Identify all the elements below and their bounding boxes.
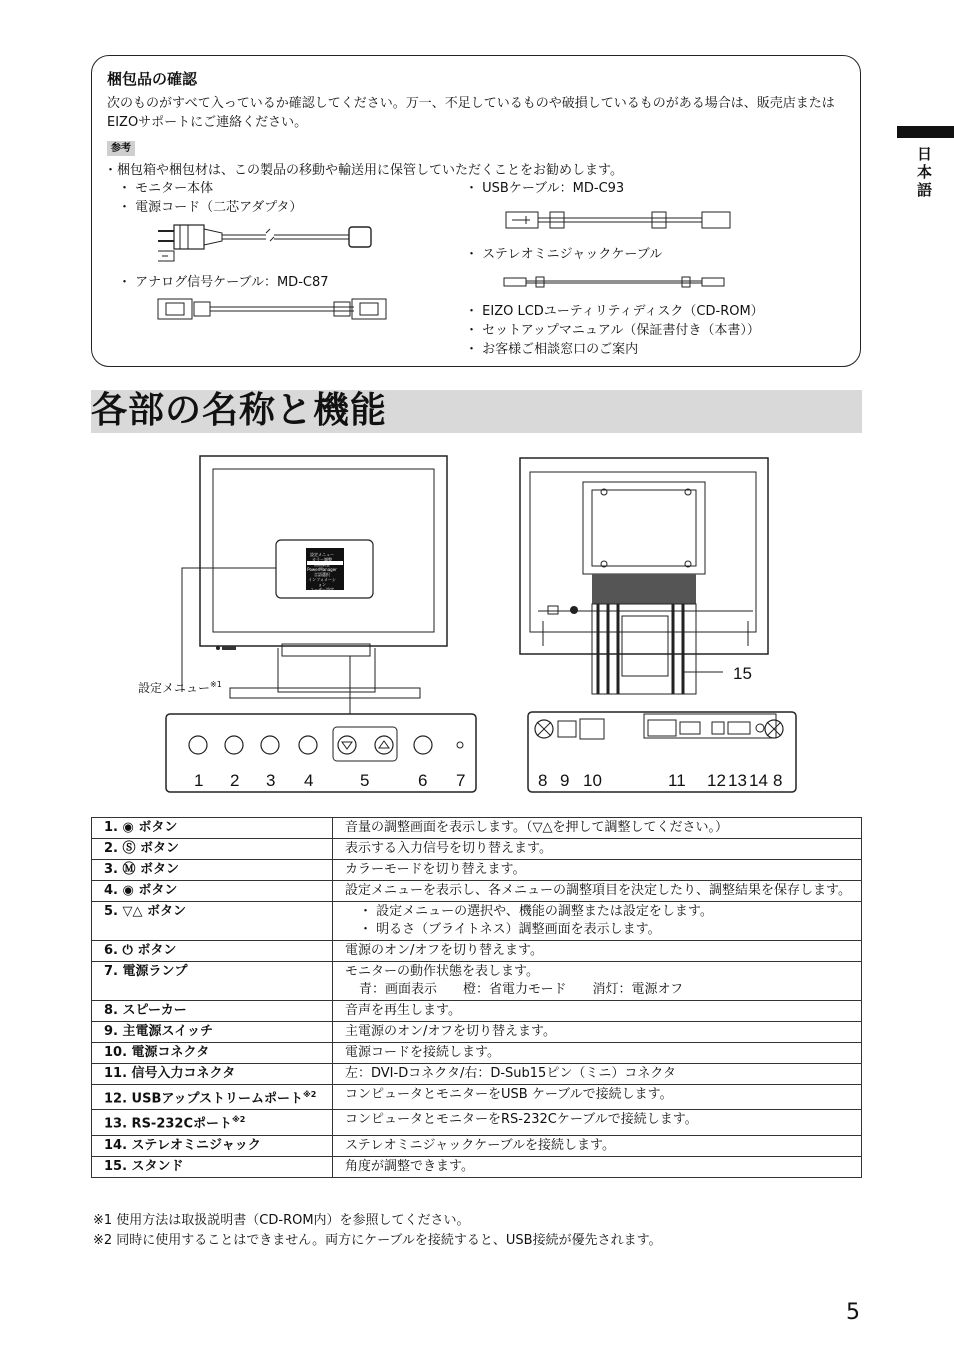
side-tab-bar [897, 126, 954, 138]
part-description: 電源コードを接続します。 [345, 1045, 500, 1060]
part-description: 設定メニューを表示し、各メニューの調整項目を決定したり、調整結果を保存します。 [345, 883, 851, 898]
front-view-diagram [130, 452, 480, 794]
part-description: ステレオミニジャックケーブルを接続します。 [345, 1137, 616, 1153]
part-note: ※2 [302, 1090, 317, 1099]
item-power-cord: ・ 電源コード（二芯アダプタ） [118, 200, 303, 215]
settings-menu-miniature [307, 552, 337, 592]
package-note: ・梱包箱や梱包材は、この製品の移動や輸送用に保管していただくことをお勧めします。 [104, 163, 623, 178]
part-name: 7. 電源ランプ [104, 964, 188, 979]
part-name-cell [92, 902, 333, 941]
front-number: 1 [194, 771, 204, 790]
rear-view-diagram [518, 456, 803, 794]
front-number: 2 [230, 771, 240, 790]
usb-cable-illustration [502, 206, 742, 236]
part-name: 13. RS-232Cポート [104, 1116, 233, 1132]
table-row [92, 1022, 862, 1043]
part-description: モニターの動作状態を表します。 [345, 964, 539, 979]
part-name: 10. 電源コネクタ [104, 1045, 210, 1060]
table-row [92, 1085, 862, 1110]
rear-number: 11 [668, 771, 686, 790]
part-name-cell [92, 839, 333, 860]
rear-number: 8 [538, 771, 548, 790]
part-note: ※2 [232, 1115, 246, 1125]
part-name-cell [92, 1064, 333, 1085]
table-row [92, 1156, 862, 1177]
menu-line: PowerManager [307, 567, 337, 572]
table-row [92, 902, 862, 941]
package-contents-box [91, 55, 861, 367]
part-description: 電源のオン/オフを切り替えます。 [345, 943, 543, 958]
part-description-cell [333, 1022, 862, 1043]
parts-table [91, 817, 862, 1178]
part-name-cell [92, 1043, 333, 1064]
item-setup-manual-text: セットアップマニュアル（保証書付き（本書）） [482, 323, 760, 338]
part-description-cell [333, 1064, 862, 1085]
part-name-cell [92, 1085, 333, 1110]
part-description: 表示する入力信号を切り替えます。 [345, 841, 552, 856]
footnote: ※1 使用方法は取扱説明書（CD-ROM内）を参照してください。 [93, 1213, 470, 1228]
item-setup-manual: ・ セットアップマニュアル（保証書付き（本書）） [465, 323, 760, 338]
footnote: ※2 同時に使用することはできません。両方にケーブルを接続すると、USB接続が優先されます。 [93, 1233, 662, 1248]
reference-badge: 参考 [107, 141, 135, 156]
part-name: 11. 信号入力コネクタ [104, 1066, 236, 1081]
part-description: ・ 明るさ（ブライトネス）調整画面を表示します。 [359, 922, 661, 937]
menu-line: カラー調整 [312, 557, 332, 562]
part-name: 1. ◉ ボタン [104, 820, 178, 835]
table-row [92, 860, 862, 881]
part-description-cell [333, 860, 862, 881]
item-stereo-cable-text: ステレオミニジャックケーブル [482, 247, 663, 262]
section-title: 各部の名称と機能 [91, 390, 388, 431]
part-name-cell [92, 1001, 333, 1022]
part-name-cell [92, 1156, 333, 1177]
table-row [92, 1043, 862, 1064]
table-row [92, 1001, 862, 1022]
part-name-cell [92, 941, 333, 962]
menu-callout-text: 設定メニュー [138, 681, 211, 695]
part-description-cell [333, 1110, 862, 1135]
front-number: 6 [418, 771, 428, 790]
front-number: 5 [360, 771, 370, 790]
item-usb-cable: ・ USBケーブル：MD-C93 [465, 181, 625, 196]
item-contact-info: ・ お客様ご相談窓口のご案内 [465, 342, 639, 357]
item-analog-cable-text: アナログ信号ケーブル：MD-C87 [135, 275, 329, 290]
table-row [92, 1135, 862, 1156]
table-row [92, 941, 862, 962]
part-description: 角度が調整できます。 [345, 1158, 474, 1174]
stand-number: 15 [733, 664, 752, 683]
item-disk-text: EIZO LCDユーティリティディスク（CD-ROM） [482, 304, 764, 319]
part-description: コンピュータとモニターをRS-232Cケーブルで接続します。 [345, 1112, 698, 1128]
part-name: 5. ▽△ ボタン [104, 904, 187, 919]
table-row [92, 881, 862, 902]
part-name: 15. スタンド [104, 1158, 184, 1174]
rear-number: 12 [707, 771, 726, 790]
part-name: 14. ステレオミニジャック [104, 1137, 261, 1153]
rear-number: 14 [749, 771, 768, 790]
part-name-cell [92, 881, 333, 902]
front-number: 3 [266, 771, 276, 790]
part-description: 主電源のオン/オフを切り替えます。 [345, 1024, 556, 1039]
part-name: 3. Ⓜ ボタン [104, 862, 180, 877]
power-cord-illustration [154, 219, 384, 267]
table-row [92, 818, 862, 839]
part-name: 4. ◉ ボタン [104, 883, 178, 898]
table-row [92, 962, 862, 1001]
section-header [91, 390, 862, 433]
part-name-cell [92, 1022, 333, 1043]
menu-line: 画面調整 [314, 562, 330, 567]
part-description-cell [333, 818, 862, 839]
analog-cable-illustration [154, 294, 394, 324]
part-name: 6. ⏻ ボタン [104, 943, 177, 958]
menu-line: ユーザー設定 [310, 587, 334, 592]
menu-line: 言語選択 [314, 572, 330, 577]
menu-line: 設定メニュー [310, 552, 334, 557]
side-tab-label: 日本語 [915, 146, 933, 200]
part-description-cell [333, 1135, 862, 1156]
package-note-text: 梱包箱や梱包材は、この製品の移動や輸送用に保管していただくことをお勧めします。 [117, 163, 623, 178]
part-description-cell [333, 839, 862, 860]
front-number: 4 [304, 771, 314, 790]
part-description: カラーモードを切り替えます。 [345, 862, 526, 877]
table-row [92, 839, 862, 860]
item-monitor-text: モニター本体 [135, 181, 214, 196]
menu-callout-label [138, 676, 222, 697]
page-number: 5 [846, 1300, 860, 1325]
part-description: 左：DVI-Dコネクタ/右：D-Sub15ピン（ミニ）コネクタ [345, 1066, 677, 1081]
rear-number: 8 [773, 771, 783, 790]
table-row [92, 1110, 862, 1135]
part-name: 12. USBアップストリームポート [104, 1091, 303, 1107]
package-description: 次のものがすべて入っているか確認してください。万一、不足しているものや破損しているものがある場合は、販売店またはEIZOサポートにご連絡ください。 [107, 96, 835, 130]
item-stereo-cable: ・ ステレオミニジャックケーブル [465, 247, 663, 262]
item-analog-cable: ・ アナログ信号ケーブル：MD-C87 [118, 275, 329, 290]
part-description-cell [333, 962, 862, 1001]
rear-number: 13 [728, 771, 747, 790]
part-description-cell [333, 1001, 862, 1022]
part-description: 音声を再生します。 [345, 1003, 461, 1018]
rear-number: 10 [583, 771, 602, 790]
part-description-cell [333, 881, 862, 902]
part-name: 9. 主電源スイッチ [104, 1024, 213, 1039]
rear-number: 9 [560, 771, 570, 790]
part-description-cell [333, 1043, 862, 1064]
part-description-cell [333, 1085, 862, 1110]
part-name-cell [92, 818, 333, 839]
front-number: 7 [456, 771, 466, 790]
part-description: 青：画面表示 橙：省電力モード 消灯：電源オフ [359, 982, 684, 997]
part-name: 2. Ⓢ ボタン [104, 841, 180, 856]
menu-line: インフォメーション [308, 577, 336, 587]
part-description: コンピュータとモニターをUSB ケーブルで接続します。 [345, 1087, 673, 1102]
part-name: 8. スピーカー [104, 1003, 187, 1018]
part-name-cell [92, 860, 333, 881]
table-row [92, 1064, 862, 1085]
part-description-cell [333, 902, 862, 941]
item-usb-cable-text: USBケーブル：MD-C93 [482, 181, 625, 196]
item-disk: ・ EIZO LCDユーティリティディスク（CD-ROM） [465, 304, 764, 319]
item-contact-info-text: お客様ご相談窓口のご案内 [482, 342, 639, 357]
item-monitor: ・ モニター本体 [118, 181, 214, 196]
part-description-cell [333, 941, 862, 962]
package-title: 梱包品の確認 [107, 70, 198, 88]
menu-callout-note: ※1 [210, 680, 222, 689]
part-name-cell [92, 1135, 333, 1156]
part-description: ・ 設定メニューの選択や、機能の調整または設定をします。 [359, 904, 713, 919]
part-name-cell [92, 962, 333, 1001]
item-power-cord-text: 電源コード（二芯アダプタ） [135, 200, 303, 215]
part-name-cell [92, 1110, 333, 1135]
part-description: 音量の調整画面を表示します。（▽△を押して調整してください。） [345, 820, 728, 835]
stereo-cable-illustration [502, 274, 732, 290]
part-description-cell [333, 1156, 862, 1177]
